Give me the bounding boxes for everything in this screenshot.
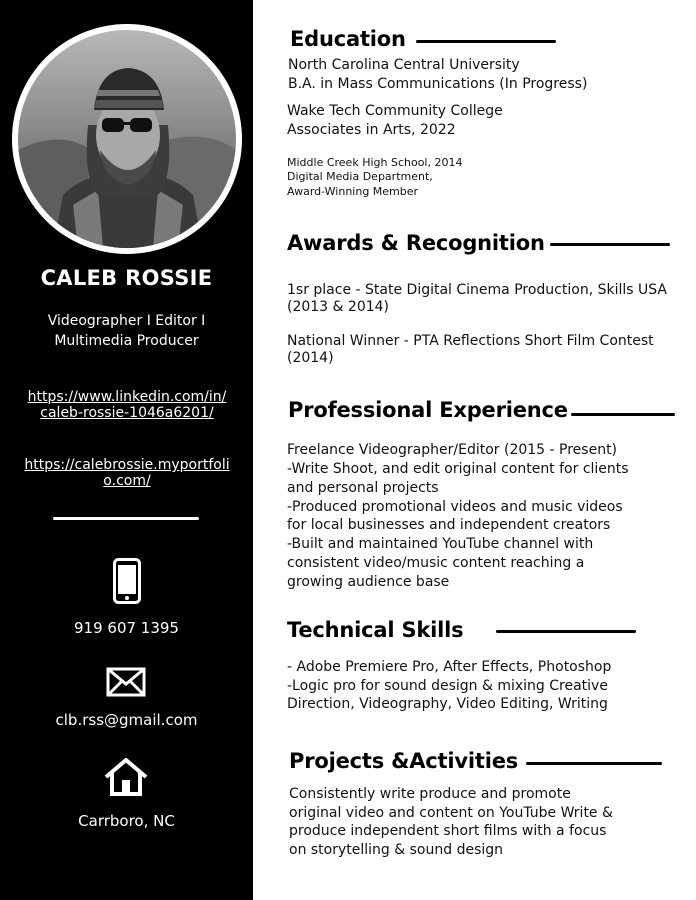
phone-number: 919 607 1395 — [74, 619, 179, 637]
home-icon — [103, 757, 149, 797]
profile-photo — [12, 24, 242, 254]
project-line: original video and content on YouTube Write & — [289, 805, 613, 821]
award-line: (2014) — [287, 350, 334, 366]
portfolio-link[interactable]: https://calebrossie.myportfolio.com/ — [24, 457, 230, 489]
education-line: B.A. in Mass Communications (In Progress) — [288, 76, 588, 92]
portrait-image — [18, 30, 236, 248]
experience-line: consistent video/music content reaching a — [287, 555, 585, 571]
award-line: 1sr place - State Digital Cinema Production, Skills USA — [287, 282, 667, 298]
experience-heading: Professional Experience — [288, 398, 568, 422]
mail-icon — [106, 667, 146, 697]
projects-heading: Projects &Activities — [289, 749, 519, 773]
candidate-role: Videographer I Editor I Multimedia Producer — [47, 313, 206, 349]
experience-line: and personal projects — [287, 480, 439, 496]
sidebar-divider — [53, 517, 199, 520]
location: Carrboro, NC — [78, 812, 175, 830]
skill-line: -Logic pro for sound design & mixing Creative — [287, 678, 608, 694]
skills-heading: Technical Skills — [287, 618, 464, 642]
project-line: Consistently write produce and promote — [289, 786, 571, 802]
linkedin-link[interactable]: https://www.linkedin.com/in/caleb-rossie-1046a6201/ — [27, 389, 227, 421]
experience-line: Freelance Videographer/Editor (2015 - Present) — [287, 442, 618, 458]
education-line: Wake Tech Community College — [287, 103, 503, 119]
education-heading: Education — [290, 27, 406, 51]
awards-rule — [550, 243, 670, 246]
candidate-name: CALEB ROSSIE — [40, 266, 213, 290]
project-line: on storytelling & sound design — [289, 842, 504, 858]
experience-rule — [571, 413, 675, 416]
project-line: produce independent short films with a focus — [289, 823, 607, 839]
experience-line: -Write Shoot, and edit original content for clients — [287, 461, 629, 477]
education-detail: Digital Media Department, — [287, 170, 433, 183]
projects-rule — [526, 762, 662, 765]
experience-line: -Produced promotional videos and music videos — [287, 499, 623, 515]
experience-line: -Built and maintained YouTube channel with — [287, 536, 594, 552]
education-line: North Carolina Central University — [288, 57, 520, 73]
email-address: clb.rss@gmail.com — [55, 711, 198, 729]
education-line: Associates in Arts, 2022 — [287, 122, 456, 138]
education-detail: Award-Winning Member — [287, 185, 419, 198]
education-detail: Middle Creek High School, 2014 — [287, 156, 463, 169]
awards-heading: Awards & Recognition — [287, 231, 545, 255]
award-line: National Winner - PTA Reflections Short Film Contest — [287, 333, 654, 349]
education-rule — [416, 40, 556, 43]
award-line: (2013 & 2014) — [287, 299, 389, 315]
skill-line: Direction, Videography, Video Editing, Writing — [287, 696, 608, 712]
skill-line: - Adobe Premiere Pro, After Effects, Photoshop — [287, 659, 612, 675]
skills-rule — [496, 630, 636, 633]
phone-icon — [113, 558, 141, 604]
sidebar — [0, 0, 253, 900]
experience-line: growing audience base — [287, 574, 450, 590]
experience-line: for local businesses and independent creators — [287, 517, 611, 533]
